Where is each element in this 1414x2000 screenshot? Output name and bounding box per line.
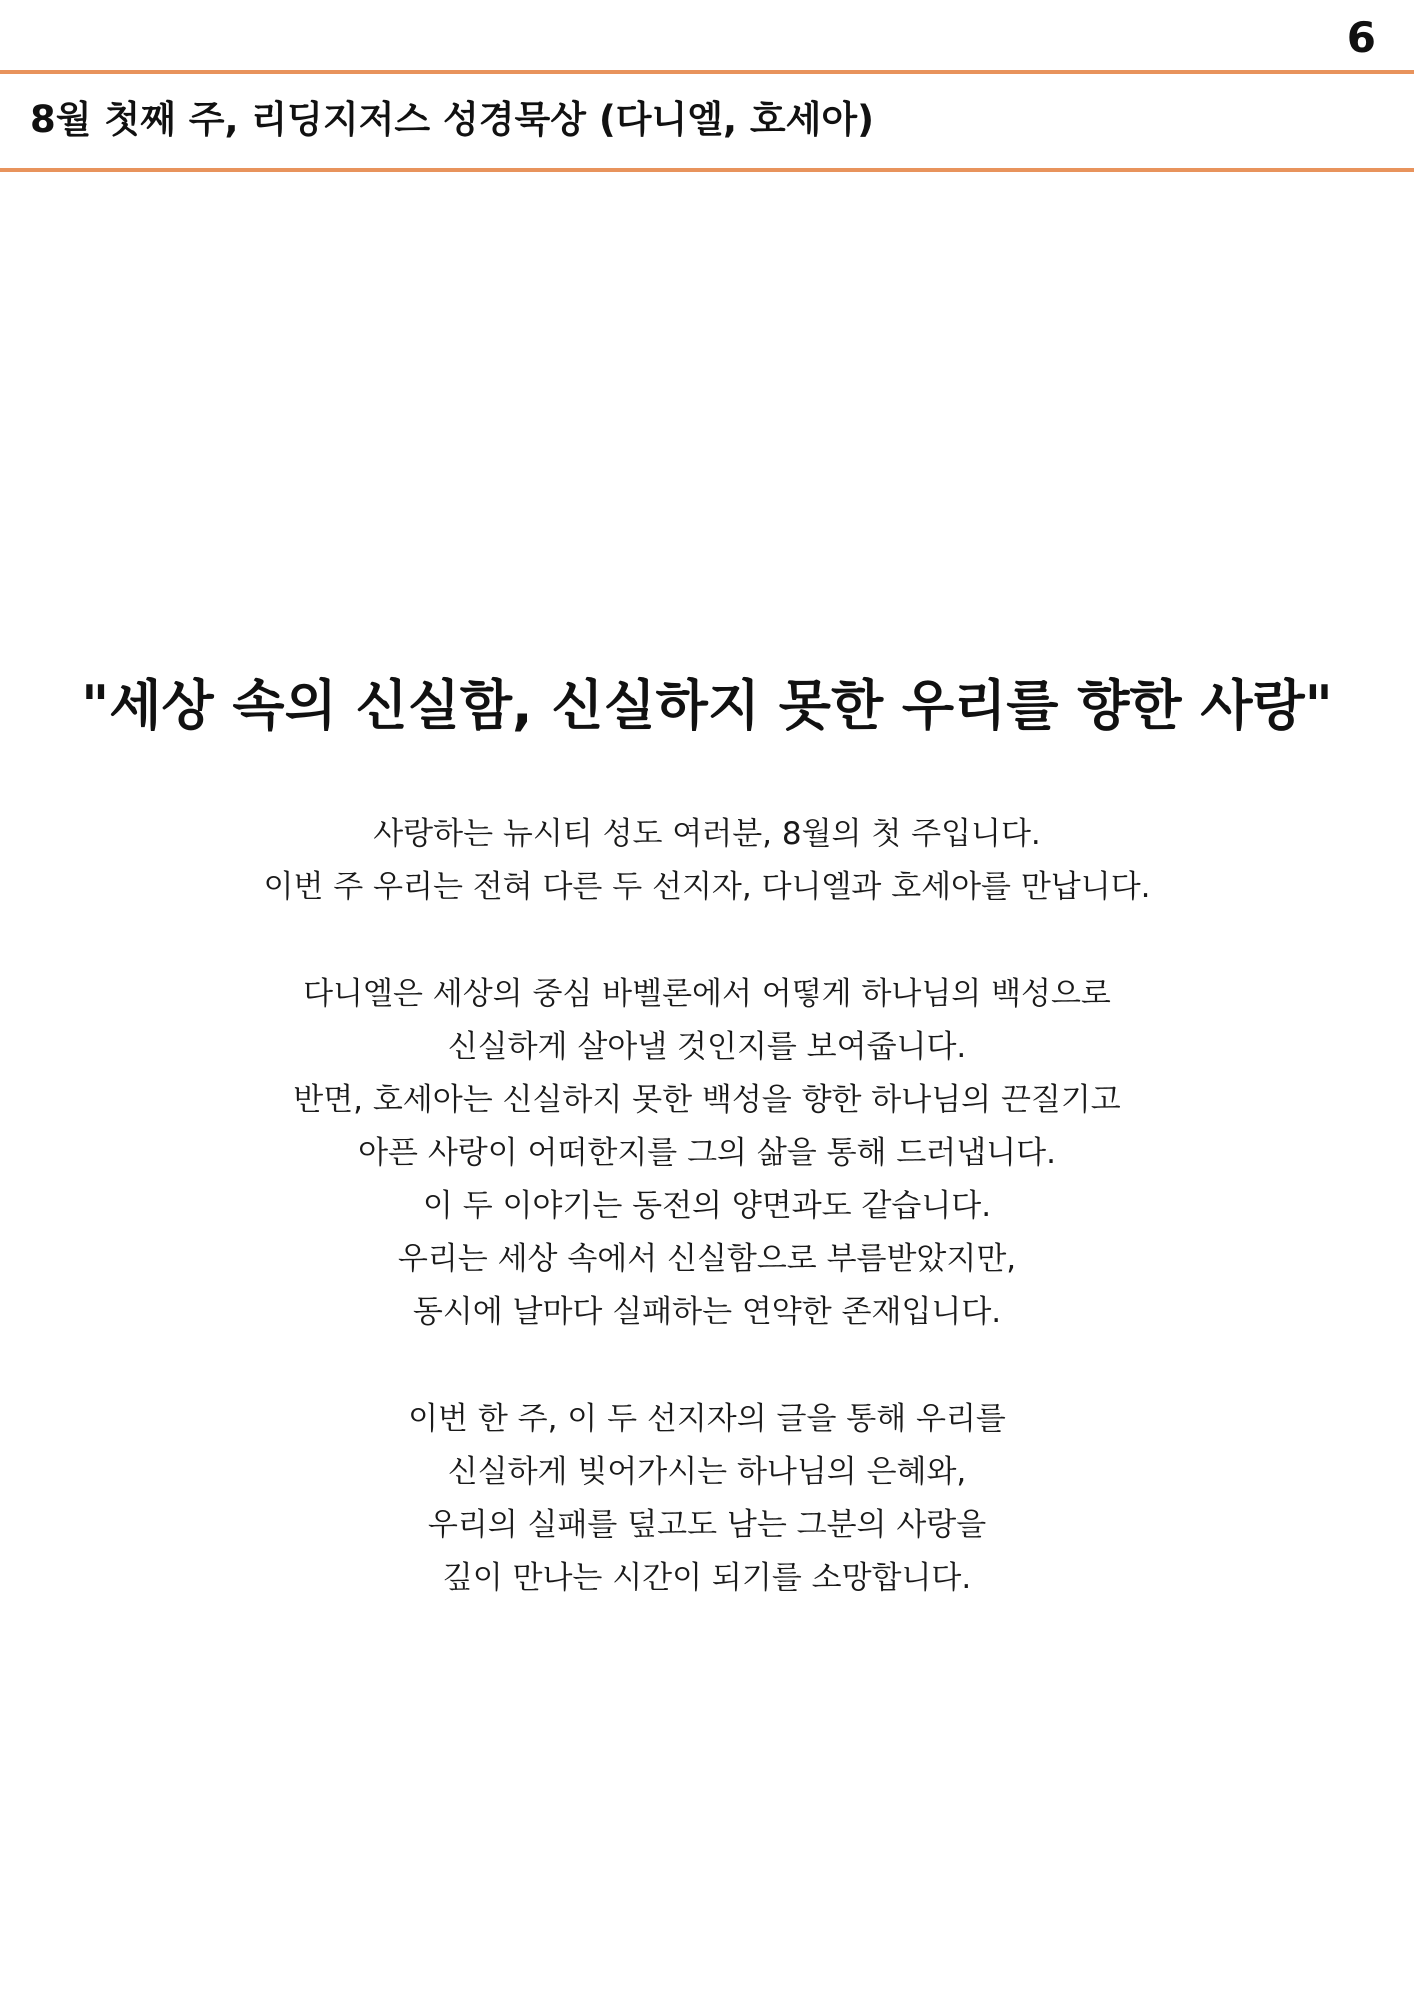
paragraph-closing [0, 1393, 1414, 1605]
main-title: "세상 속의 신실함, 신실하지 못한 우리를 향한 사랑" [81, 674, 1333, 737]
text-line: 반면, 호세아는 신실하지 못한 백성을 향한 하나님의 끈질기고 [293, 1082, 1121, 1118]
text-line: 이 두 이야기는 동전의 양면과도 같습니다. [422, 1188, 992, 1224]
text-line: 이번 주 우리는 전혀 다른 두 선지자, 다니엘과 호세아를 만납니다. [263, 869, 1151, 905]
body-text [0, 808, 1414, 1659]
text-line: 아픈 사랑이 어떠한지를 그의 삶을 통해 드러냅니다. [358, 1135, 1056, 1171]
text-line: 이번 한 주, 이 두 선지자의 글을 통해 우리를 [408, 1401, 1006, 1437]
text-line: 우리는 세상 속에서 신실함으로 부름받았지만, [397, 1241, 1017, 1277]
text-line: 신실하게 살아낼 것인지를 보여줍니다. [447, 1029, 967, 1065]
paragraph-body [0, 968, 1414, 1339]
header-top-rule [0, 70, 1414, 74]
text-line: 사랑하는 뉴시티 성도 여러분, 8월의 첫 주입니다. [373, 816, 1041, 852]
header-bottom-rule [0, 168, 1414, 172]
page-number: 6 [1346, 13, 1376, 62]
text-line: 동시에 날마다 실패하는 연약한 존재입니다. [412, 1294, 1002, 1330]
text-line: 신실하게 빚어가시는 하나님의 은혜와, [447, 1454, 967, 1490]
text-line: 다니엘은 세상의 중심 바벨론에서 어떻게 하나님의 백성으로 [303, 976, 1111, 1012]
text-line: 우리의 실패를 덮고도 남는 그분의 사랑을 [427, 1507, 987, 1543]
paragraph-intro [0, 808, 1414, 914]
header-title: 8월 첫째 주, 리딩지저스 성경묵상 (다니엘, 호세아) [30, 98, 875, 141]
text-line: 깊이 만나는 시간이 되기를 소망합니다. [442, 1560, 972, 1596]
